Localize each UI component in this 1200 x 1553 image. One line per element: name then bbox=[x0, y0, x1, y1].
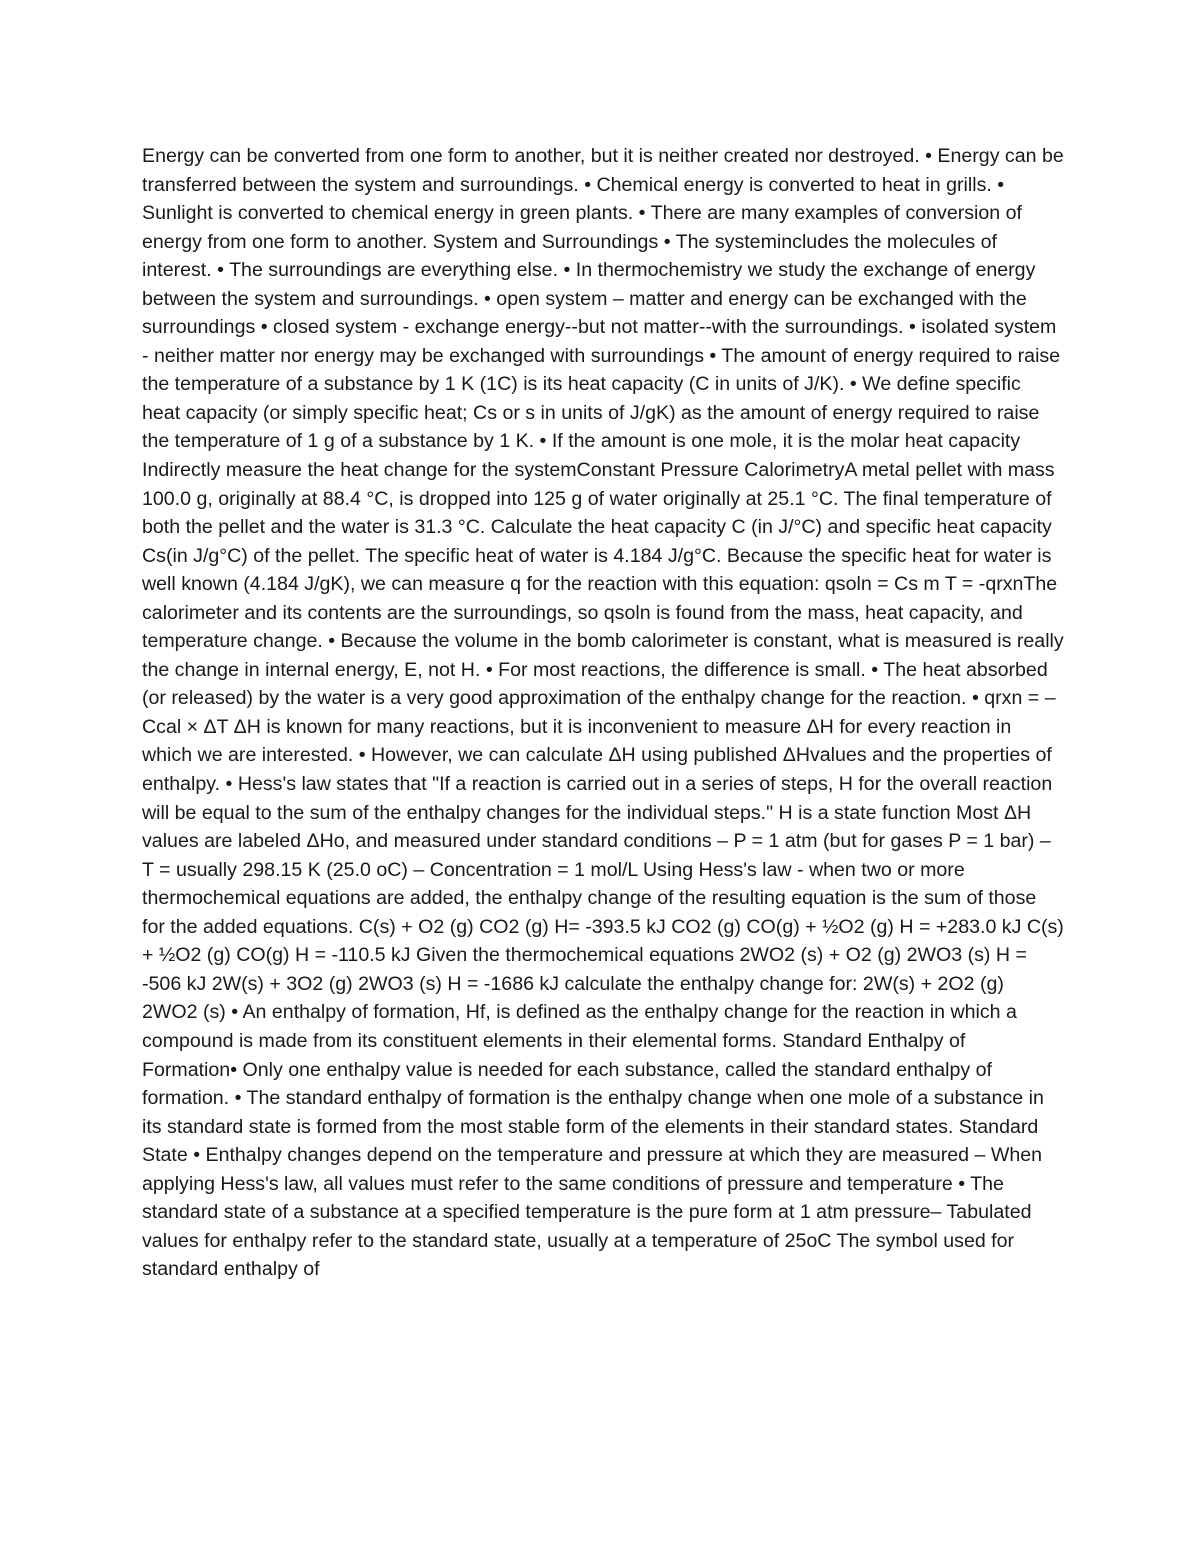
document-body-text: Energy can be converted from one form to another, but it is neither created nor destroyed. • Energy can be transferred between the system and surroundings. • Chemical energy is converted to heat in grills. • Sunlight is converted to chemical energy in green plants. • There are many examples of conversion of energy from one form to another. System and Surroundings • The systemincludes the molecules of interest. • The surroundings are everything else. • In thermochemistry we study the exchange of energy between the system and surroundings. • open system – matter and energy can be exchanged with the surroundings • closed system - exchange energy--but not matter--with the surroundings. • isolated system - neither matter nor energy may be exchanged with surroundings • The amount of energy required to raise the temperature of a substance by 1 K (1C) is its heat capacity (C in units of J/K). • We define specific heat capacity (or simply specific heat; Cs or s in units of J/gK) as the amount of energy required to raise the temperature of 1 g of a substance by 1 K. • If the amount is one mole, it is the molar heat capacity Indirectly measure the heat change for the systemConstant Pressure CalorimetryA metal pellet with mass 100.0 g, originally at 88.4 °C, is dropped into 125 g of water originally at 25.1 °C. The final temperature of both the pellet and the water is 31.3 °C. Calculate the heat capacity C (in J/°C) and specific heat capacity Cs(in J/g°C) of the pellet. The specific heat of water is 4.184 J/g°C. Because the specific heat for water is well known (4.184 J/gK), we can measure q for the reaction with this equation: qsoln = Cs m T = -qrxnThe calorimeter and its contents are the surroundings, so qsoln is found from the mass, heat capacity, and temperature change. • Because the volume in the bomb calorimeter is constant, what is measured is really the change in internal energy, E, not H. • For most reactions, the difference is small. • The heat absorbed (or released) by the water is a very good approximation of the enthalpy change for the reaction. • qrxn = – Ccal × ΔT ΔH is known for many reactions, but it is inconvenient to measure ΔH for every reaction in which we are interested. • However, we can calculate ΔH using published ΔHvalues and the properties of enthalpy. • Hess's law states that "If a reaction is carried out in a series of steps, H for the overall reaction will be equal to the sum of the enthalpy changes for the individual steps." H is a state function Most ΔH values are labeled ΔHo, and measured under standard conditions – P = 1 atm (but for gases P = 1 bar) – T = usually 298.15 K (25.0 oC) – Concentration = 1 mol/L Using Hess's law - when two or more thermochemical equations are added, the enthalpy change of the resulting equation is the sum of those for the added equations. C(s) + O2 (g) CO2 (g) H= -393.5 kJ CO2 (g) CO(g) + ½O2 (g) H = +283.0 kJ C(s) + ½O2 (g) CO(g) H = -110.5 kJ Given the thermochemical equations 2WO2 (s) + O2 (g) 2WO3 (s) H = -506 kJ 2W(s) + 3O2 (g) 2WO3 (s) H = -1686 kJ calculate the enthalpy change for: 2W(s) + 2O2 (g) 2WO2 (s) • An enthalpy of formation, Hf, is defined as the enthalpy change for the reaction in which a compound is made from its constituent elements in their elemental forms. Standard Enthalpy of Formation• Only one enthalpy value is needed for each substance, called the standard enthalpy of formation. • The standard enthalpy of formation is the enthalpy change when one mole of a substance in its standard state is formed from the most stable form of the elements in their standard states. Standard State • Enthalpy changes depend on the temperature and pressure at which they are measured – When applying Hess's law, all values must refer to the same conditions of pressure and temperature • The standard state of a substance at a specified temperature is the pure form at 1 atm pressure– Tabulated values for enthalpy refer to the standard state, usually at a temperature of 25oC The symbol used for standard enthalpy of bbox=[142, 145, 1064, 1281]
